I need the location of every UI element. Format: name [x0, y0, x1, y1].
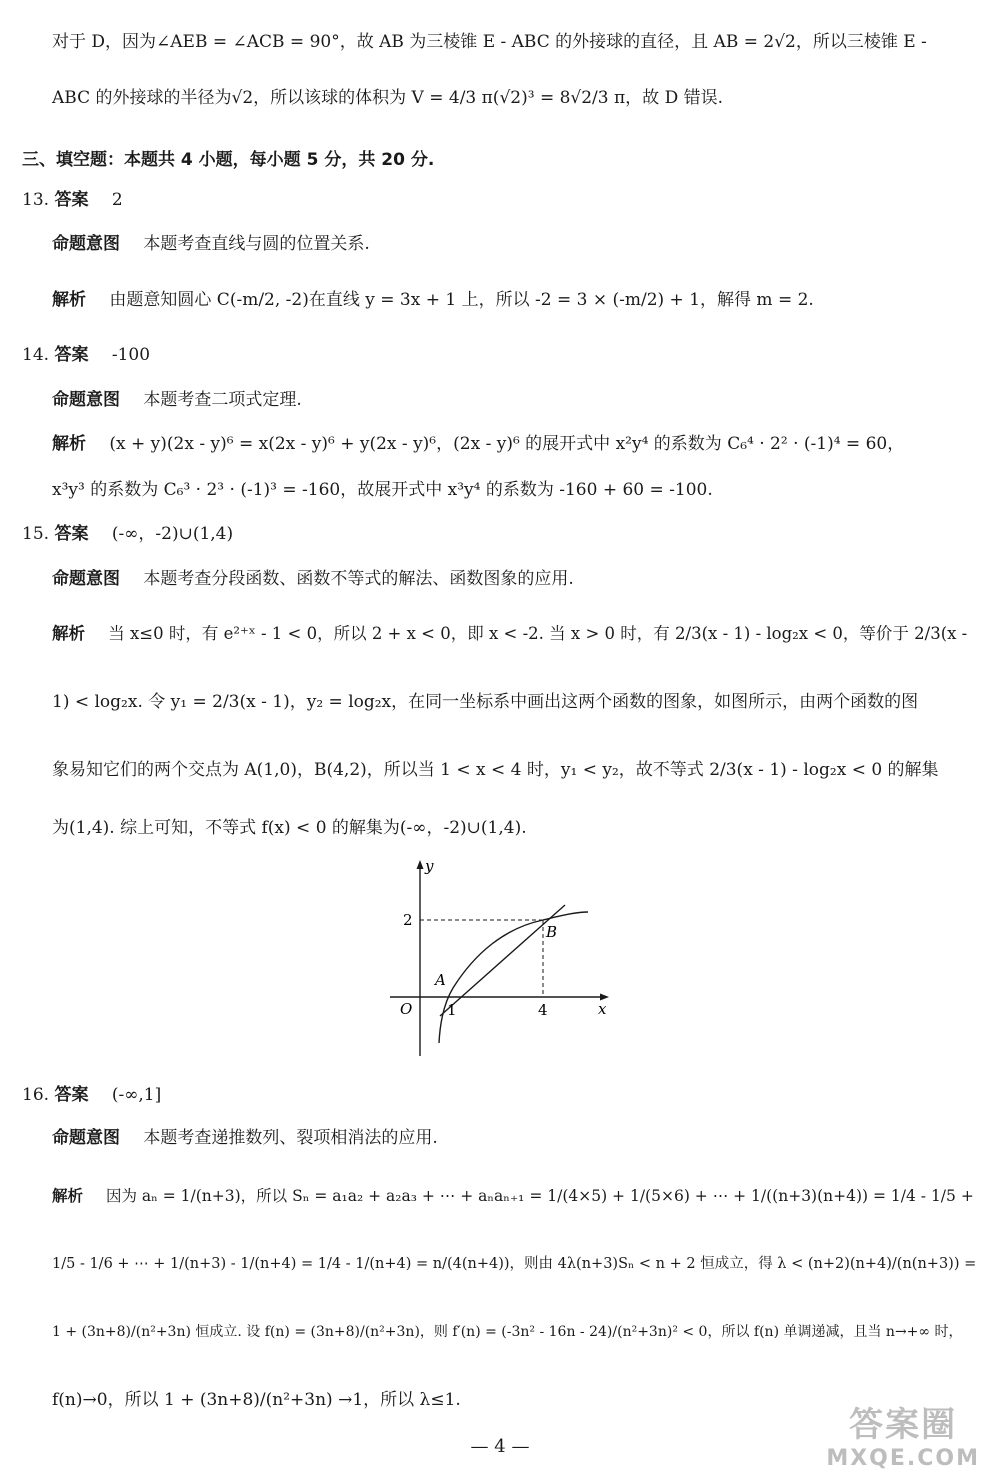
tick-label-2: 2	[403, 911, 413, 929]
q13-intent-label: 命题意图	[52, 234, 120, 254]
q15-answer-label: 答案	[54, 524, 89, 544]
q16-number: 16.	[22, 1085, 50, 1105]
watermark-text: 答案圈	[849, 1405, 958, 1445]
q16-solution-2: 1/5 - 1/6 + ⋯ + 1/(n+3) - 1/(n+4) = 1/4 - 1/(n+4) = n/(4(n+4))，则由 4λ(n+3)Sₙ < n + 2 恒成立，得 λ < (n+2)(n+4)/(n(n+3)) =	[52, 1256, 977, 1272]
log-curve	[439, 912, 588, 1043]
q13-solution-row	[52, 288, 814, 312]
q16-solution-label: 解析	[52, 1187, 84, 1205]
q13-intent-row	[52, 232, 370, 256]
tick-label-4: 4	[538, 1001, 548, 1019]
q13-number: 13.	[22, 190, 50, 210]
solution-d-line-1: 对于 D，因为∠AEB = ∠ACB = 90°，故 AB 为三棱锥 E - ABC 的外接球的直径，且 AB = 2√2，所以三棱锥 E -	[52, 32, 927, 52]
q16-answer-label: 答案	[54, 1085, 89, 1105]
q15-intent-row	[52, 567, 574, 591]
q16-intent-label: 命题意图	[52, 1128, 120, 1148]
q16-answer: (-∞,1]	[111, 1085, 162, 1105]
y-axis-label: y	[425, 858, 434, 875]
q15-intent-label: 命题意图	[52, 569, 120, 589]
q16-intent-row	[52, 1126, 438, 1150]
q14-intent: 本题考查二项式定理.	[143, 390, 302, 410]
q14-solution-2: x³y³ 的系数为 C₆³ · 2³ · (-1)³ = -160，故展开式中 x³y⁴ 的系数为 -160 + 60 = -100.	[52, 480, 713, 500]
q14-solution-label: 解析	[52, 434, 86, 454]
q13-answer: 2	[111, 190, 123, 210]
q13-solution-label: 解析	[52, 290, 86, 310]
point-b-label: B	[546, 923, 558, 941]
q16-solution-4: f(n)→0，所以 1 + (3n+8)/(n²+3n) →1，所以 λ≤1.	[52, 1390, 461, 1410]
y-axis-arrow	[417, 860, 424, 869]
q15-answer: (-∞，-2)∪(1,4)	[111, 524, 234, 544]
q13-solution: 由题意知圆心 C(-m/2, -2)在直线 y = 3x + 1 上，所以 -2 = 3 × (-m/2) + 1，解得 m = 2.	[109, 290, 814, 310]
watermark-logo	[826, 1397, 980, 1471]
q15-number: 15.	[22, 524, 50, 544]
linear-curve	[440, 905, 565, 1016]
q15-solution-4: 为(1,4). 综上可知，不等式 f(x) < 0 的解集为(-∞，-2)∪(1,4).	[52, 818, 527, 838]
point-a-label: A	[435, 971, 446, 989]
q15-solution-label: 解析	[52, 624, 85, 643]
q14-answer-label: 答案	[54, 345, 89, 365]
solution-d-line-2: ABC 的外接球的半径为√2，所以该球的体积为 V = 4/3 π(√2)³ = 8√2/3 π，故 D 错误.	[52, 88, 724, 108]
q16-solution-row-1	[52, 1184, 974, 1208]
q13-answer-label: 答案	[54, 190, 89, 210]
q15-solution-2: 1) < log₂x. 令 y₁ = 2/3(x - 1)，y₂ = log₂x，在同一坐标系中画出这两个函数的图象，如图所示，由两个函数的图	[52, 692, 919, 712]
q14-solution-1: (x + y)(2x - y)⁶ = x(2x - y)⁶ + y(2x - y)⁶，(2x - y)⁶ 的展开式中 x²y⁴ 的系数为 C₆⁴ · 2² · (-1)⁴ = 60，	[109, 434, 905, 454]
tick-label-1: 1	[447, 1001, 457, 1019]
q16-intent: 本题考查递推数列、裂项相消法的应用.	[143, 1128, 438, 1148]
q14-answer-row	[22, 343, 150, 367]
watermark-url: MXQE.COM	[826, 1446, 980, 1471]
origin-label: O	[400, 1000, 413, 1018]
q16-answer-row	[22, 1083, 161, 1107]
section-heading-fill-in: 三、填空题：本题共 4 小题，每小题 5 分，共 20 分.	[22, 150, 435, 170]
q14-number: 14.	[22, 345, 50, 365]
q15-answer-row	[22, 522, 233, 546]
page-number: — 4 —	[470, 1436, 530, 1457]
x-axis-label: x	[598, 1000, 607, 1018]
q15-solution-1: 当 x≤0 时，有 e²⁺ˣ - 1 < 0，所以 2 + x < 0，即 x < -2. 当 x > 0 时，有 2/3(x - 1) - log₂x < 0，等价于 2/3(x -	[108, 624, 968, 643]
q15-intent: 本题考查分段函数、函数不等式的解法、函数图象的应用.	[143, 569, 574, 589]
q14-intent-label: 命题意图	[52, 390, 120, 410]
q14-intent-row	[52, 388, 302, 412]
q16-solution-1: 因为 aₙ = 1/(n+3)，所以 Sₙ = a₁a₂ + a₂a₃ + ⋯ + aₙaₙ₊₁ = 1/(4×5) + 1/(5×6) + ⋯ + 1/((n+3)(n+4)) = 1/4 - 1/5 +	[105, 1187, 974, 1205]
q15-solution-3: 象易知它们的两个交点为 A(1,0)，B(4,2)，所以当 1 < x < 4 时，y₁ < y₂，故不等式 2/3(x - 1) - log₂x < 0 的解集	[52, 760, 939, 780]
q14-answer: -100	[111, 345, 151, 365]
q16-solution-3: 1 + (3n+8)/(n²+3n) 恒成立. 设 f(n) = (3n+8)/(n²+3n)，则 f′(n) = (-3n² - 16n - 24)/(n²+3n)² < 0，所以 f(n) 单调递减，且当 n→+∞ 时，	[52, 1324, 963, 1340]
q13-intent: 本题考查直线与圆的位置关系.	[143, 234, 370, 254]
q15-solution-row-1	[52, 622, 967, 646]
q13-answer-row	[22, 188, 123, 212]
function-graph	[380, 858, 620, 1063]
q14-solution-row-1	[52, 432, 904, 456]
